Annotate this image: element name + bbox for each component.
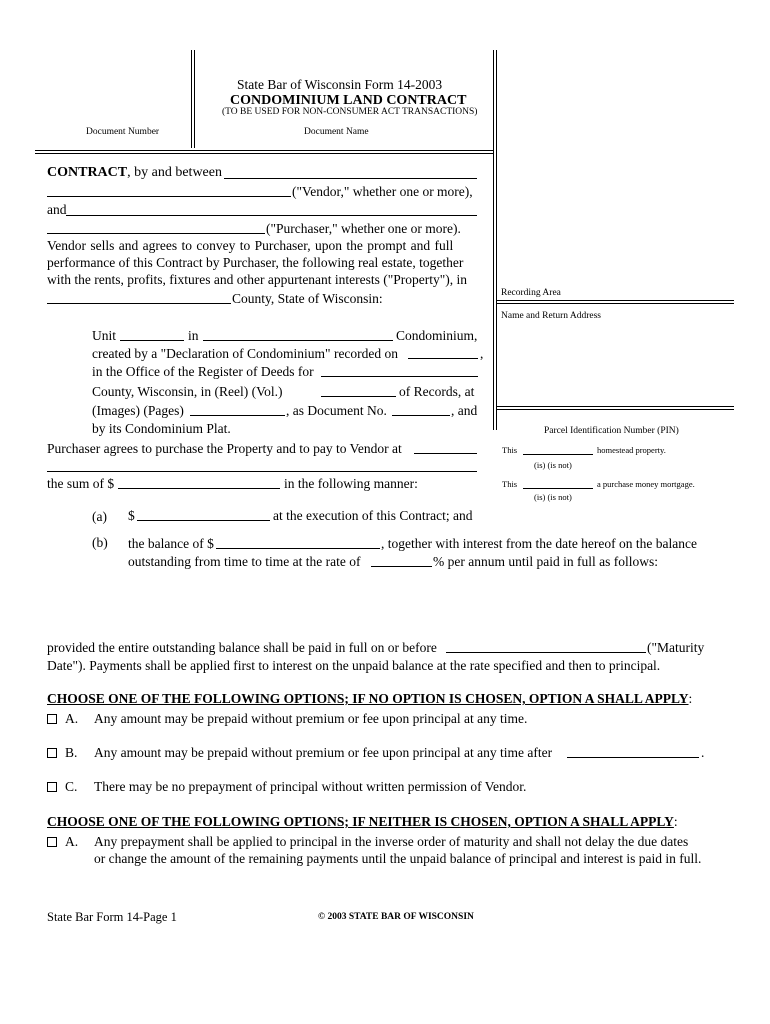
- following-manner-label: in the following manner:: [284, 476, 418, 491]
- contract-bold: CONTRACT: [47, 165, 128, 180]
- as-doc-label: , as Document No.: [286, 403, 387, 418]
- item-b-text1: the balance of $: [128, 536, 214, 551]
- header-bottom-rule: [35, 150, 494, 151]
- name-return-rule: [497, 406, 734, 410]
- is-not-label-2: (is) (is not): [534, 492, 572, 502]
- and2-label: , and: [451, 403, 478, 418]
- is-not-label-1: (is) (is not): [534, 460, 572, 470]
- option1-c-label: C.: [65, 779, 78, 794]
- item-a-dollar: $: [128, 508, 135, 523]
- vendor-name-blank-2[interactable]: [47, 184, 291, 197]
- contract-line: [47, 166, 222, 180]
- options1-heading-text: CHOOSE ONE OF THE FOLLOWING OPTIONS; IF NO OPTION IS CHOSEN, OPTION A SHALL APPLY: [47, 691, 689, 706]
- this-label-1: This: [502, 445, 518, 455]
- pin-label: Parcel Identification Number (PIN): [544, 426, 679, 436]
- document-name-label: Document Name: [304, 127, 369, 137]
- homestead-blank[interactable]: [523, 445, 593, 455]
- unit-blank[interactable]: [120, 328, 184, 341]
- options2-heading-text: CHOOSE ONE OF THE FOLLOWING OPTIONS; IF NEITHER IS CHOSEN, OPTION A SHALL APPLY: [47, 814, 674, 829]
- vendor-name-blank-1[interactable]: [224, 166, 477, 179]
- option2-a-text1: Any prepayment shall be applied to principal in the inverse order of maturity and shall not delay the due dates: [94, 834, 689, 849]
- header-left-rule-2: [194, 50, 195, 148]
- of-records-label: of Records, at: [399, 384, 475, 399]
- option1-a-row: [47, 712, 78, 726]
- document-number-label: Document Number: [86, 127, 160, 137]
- item-a-text: at the execution of this Contract; and: [273, 508, 473, 523]
- item-b-text2: , together with interest from the date hereof on the balance: [381, 536, 697, 551]
- option1-c-checkbox[interactable]: [47, 782, 57, 792]
- option1-a-checkbox[interactable]: [47, 714, 57, 724]
- mortgage-blank[interactable]: [523, 479, 593, 489]
- footer-page-label: State Bar Form 14-Page 1: [47, 910, 177, 924]
- footer-copyright: © 2003 STATE BAR OF WISCONSIN: [318, 912, 474, 922]
- date-line: Date"). Payments shall be applied first to interest on the unpaid balance at the rate specified and then to principal.: [47, 658, 661, 673]
- option2-a-row: [47, 835, 78, 849]
- this-label-2: This: [502, 479, 518, 489]
- and-label: and: [47, 202, 67, 217]
- purchaser-paren: ("Purchaser," whether one or more).: [266, 221, 461, 236]
- unit-label: Unit: [92, 328, 117, 343]
- office-label: in the Office of the Register of Deeds for: [92, 364, 314, 379]
- purchaser-agrees-label: Purchaser agrees to purchase the Property and to pay to Vendor at: [47, 441, 402, 456]
- mortgage-label: a purchase money mortgage.: [597, 479, 695, 489]
- maturity-date-blank[interactable]: [446, 640, 646, 653]
- document-subtitle: (TO BE USED FOR NON-CONSUMER ACT TRANSACTIONS): [222, 107, 478, 117]
- recorded-date-blank[interactable]: [408, 346, 478, 359]
- homestead-label: homestead property.: [597, 445, 666, 455]
- interest-rate-blank[interactable]: [371, 554, 432, 567]
- created-comma: ,: [480, 346, 484, 361]
- para1-line3: with the rents, profits, fixtures and other appurtenant interests ("Property"), in: [47, 272, 468, 287]
- balance-blank[interactable]: [216, 536, 380, 549]
- document-no-blank[interactable]: [392, 403, 450, 416]
- sum-of-label: the sum of $: [47, 476, 115, 491]
- recording-divider: [493, 50, 494, 430]
- option1-b-row: [47, 746, 77, 760]
- county-wi-label: County, Wisconsin, in (Reel) (Vol.): [92, 384, 283, 399]
- option2-a-label: A.: [65, 834, 79, 849]
- plat-label: by its Condominium Plat.: [92, 421, 231, 436]
- recording-divider-2: [496, 50, 497, 430]
- options1-colon: :: [688, 691, 693, 706]
- purchaser-name-blank-2[interactable]: [47, 221, 265, 234]
- created-label: created by a "Declaration of Condominium" recorded on: [92, 346, 399, 361]
- register-county-blank[interactable]: [321, 364, 478, 377]
- option1-b-text: Any amount may be prepaid without premium or fee upon principal at any time after: [94, 745, 553, 760]
- condominium-name-blank[interactable]: [203, 328, 393, 341]
- option1-b-end: .: [701, 745, 705, 760]
- county-state-label: County, State of Wisconsin:: [232, 291, 383, 306]
- payment-place-blank-2[interactable]: [47, 459, 477, 472]
- provided-label: provided the entire outstanding balance shall be paid in full on or before: [47, 640, 437, 655]
- purchaser-name-blank-1[interactable]: [66, 203, 477, 216]
- down-payment-blank[interactable]: [137, 508, 270, 521]
- item-a-label: (a): [92, 509, 107, 524]
- condominium-label: Condominium,: [396, 328, 478, 343]
- county-blank[interactable]: [47, 291, 231, 304]
- options2-heading: [47, 815, 678, 829]
- images-label: (Images) (Pages): [92, 403, 184, 418]
- options2-colon: :: [673, 814, 678, 829]
- maturity-label: ("Maturity: [647, 640, 705, 655]
- in-label: in: [188, 328, 199, 343]
- header-bottom-rule-2: [35, 153, 494, 154]
- sum-blank[interactable]: [118, 476, 280, 489]
- option1-b-checkbox[interactable]: [47, 748, 57, 758]
- para1-line2: performance of this Contract by Purchaser, the following real estate, together: [47, 255, 464, 270]
- option1-a-text: Any amount may be prepaid without premium or fee upon principal at any time.: [94, 711, 528, 726]
- prepay-after-blank[interactable]: [567, 745, 699, 758]
- reel-vol-blank[interactable]: [321, 384, 396, 397]
- para1-line1: Vendor sells and agrees to convey to Purchaser, upon the prompt and full: [47, 238, 454, 253]
- option1-a-label: A.: [65, 711, 79, 726]
- item-b-text4: % per annum until paid in full as follows:: [433, 554, 658, 569]
- item-b-text3: outstanding from time to time at the rate of: [128, 554, 361, 569]
- document-title: CONDOMINIUM LAND CONTRACT: [230, 93, 467, 108]
- name-return-label: Name and Return Address: [501, 311, 601, 321]
- form-title: State Bar of Wisconsin Form 14-2003: [237, 77, 443, 92]
- recording-area-rule: [497, 300, 734, 304]
- images-pages-blank[interactable]: [190, 403, 285, 416]
- option1-c-text: There may be no prepayment of principal without written permission of Vendor.: [94, 779, 527, 794]
- vendor-paren: ("Vendor," whether one or more),: [292, 184, 473, 199]
- option2-a-checkbox[interactable]: [47, 837, 57, 847]
- header-left-rule: [191, 50, 192, 148]
- options1-heading: [47, 692, 692, 706]
- option1-b-label: B.: [65, 745, 78, 760]
- contract-rest: , by and between: [127, 165, 222, 180]
- recording-area-label: Recording Area: [501, 288, 561, 298]
- option2-a-text2: or change the amount of the remaining payments until the unpaid balance of principal and interest is paid in full.: [94, 851, 702, 866]
- item-b-label: (b): [92, 535, 108, 550]
- option1-c-row: [47, 780, 77, 794]
- payment-place-blank-1[interactable]: [414, 441, 477, 454]
